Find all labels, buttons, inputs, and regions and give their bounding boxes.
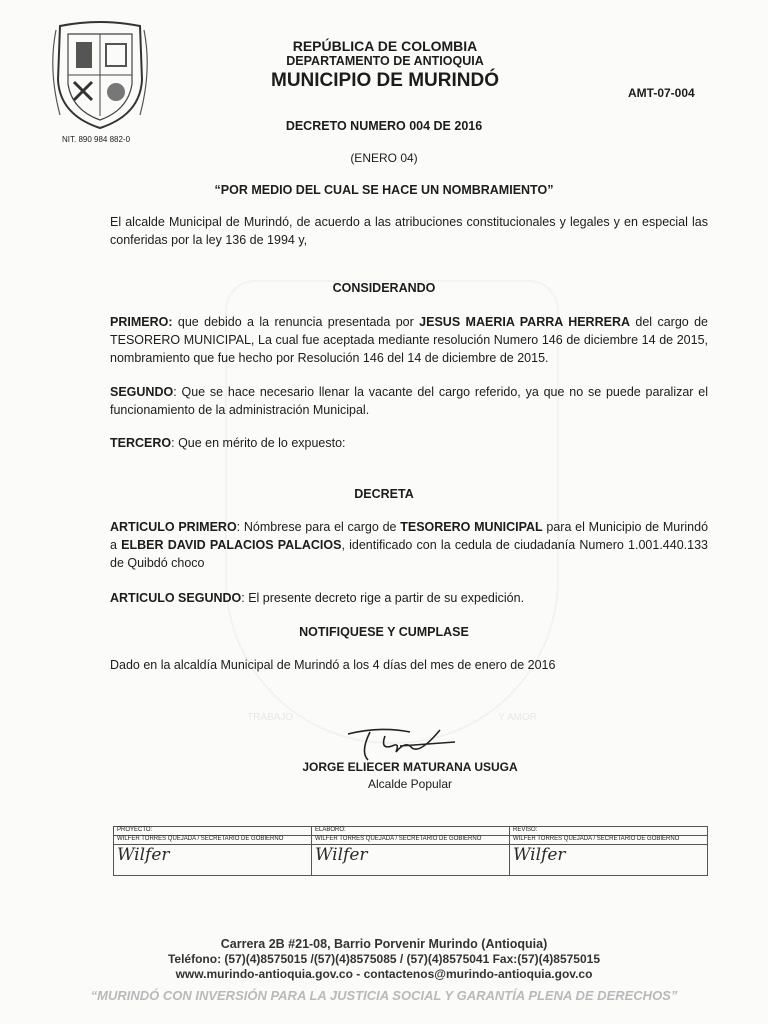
segundo-label: SEGUNDO	[110, 385, 174, 399]
footer-web: www.murindo-antioquia.gov.co - contactenos@murindo-antioquia.gov.co	[175, 967, 593, 981]
considerando-heading: CONSIDERANDO	[332, 281, 436, 295]
art2-text: : El presente decreto rige a partir de su expedición.	[241, 591, 525, 605]
notifiquese-heading: NOTIFIQUESE Y CUMPLASE	[299, 625, 469, 639]
primero-label: PRIMERO:	[110, 315, 173, 329]
approval-person-reviso: WILFER TORRES QUEJADA / SECRETARIO DE GOBIERNO	[510, 836, 708, 845]
considerando-primero	[110, 313, 708, 367]
tercero-label: TERCERO	[110, 436, 172, 450]
tercero-text: : Que en mérito de lo expuesto:	[171, 436, 346, 450]
approval-label-elaboro: ELABORO:	[312, 827, 510, 836]
approval-label-proyecto: PROYECTO:	[114, 827, 312, 836]
signer-name: JORGE ELIECER MATURANA USUGA	[302, 760, 518, 774]
approval-label-reviso: REVISO:	[510, 827, 708, 836]
decree-date: (ENERO 04)	[350, 151, 418, 165]
decree-title: “POR MEDIO DEL CUAL SE HACE UN NOMBRAMIENTO”	[214, 183, 554, 197]
municipal-crest-logo	[50, 20, 150, 132]
considerando-tercero	[110, 434, 708, 452]
handwritten-signature: Wilfer	[117, 845, 170, 865]
primero-text-b: del cargo de TESORERO MUNICIPAL, La cual fue aceptada mediante resolución Numero 146 de diciembre 14 de 2015, nombramiento que fue hecho por Resolución 146 del 14 de diciembre de 2015.	[110, 315, 709, 365]
approval-signature-reviso	[510, 845, 708, 876]
approval-signature-proyecto	[114, 845, 312, 876]
footer-address: Carrera 2B #21-08, Barrio Porvenir Murindo (Antioquia)	[220, 937, 548, 951]
watermark-right: Y AMOR	[498, 712, 537, 723]
primero-text-a: que debido a la renuncia presentada por	[172, 315, 420, 329]
approval-person-proyecto: WILFER TORRES QUEJADA / SECRETARIO DE GOBIERNO	[114, 836, 312, 845]
mayor-signature	[340, 722, 460, 764]
watermark-left: TRABAJO	[247, 712, 294, 723]
approval-person-elaboro: WILFER TORRES QUEJADA / SECRETARIO DE GOBIERNO	[312, 836, 510, 845]
document-code: AMT-07-004	[628, 86, 695, 100]
art1-label: ARTICULO PRIMERO	[110, 520, 237, 534]
decree-number: DECRETO NUMERO 004 DE 2016	[285, 119, 483, 133]
segundo-text: : Que se hace necesario llenar la vacante del cargo referido, ya que no se puede paralizar el funcionamiento de la administración Municipal.	[110, 385, 708, 417]
art1-text-b: para el Municipio de Murindó a	[110, 520, 709, 552]
art1-cargo: TESORERO MUNICIPAL	[400, 520, 543, 534]
articulo-segundo	[110, 589, 708, 607]
art1-text-a: : Nómbrese para el cargo de	[236, 520, 401, 534]
header-department: DEPARTAMENTO DE ANTIOQUIA	[286, 54, 484, 68]
art1-text-c: , identificado con la cedula de ciudadanía Numero 1.001.440.133 de Quibdó choco	[110, 538, 708, 570]
header-country: REPÚBLICA DE COLOMBIA	[292, 38, 478, 54]
considerando-segundo	[110, 383, 708, 419]
header-municipality: MUNICIPIO DE MURINDÓ	[271, 70, 499, 91]
handwritten-signature: Wilfer	[513, 845, 566, 865]
footer-slogan: “MURINDÓ CON INVERSIÓN PARA LA JUSTICIA SOCIAL Y GARANTÍA PLENA DE DERECHOS”	[90, 988, 678, 1003]
primero-name: JESUS MAERIA PARRA HERRERA	[419, 315, 631, 329]
approvals-table	[113, 826, 708, 876]
dado-paragraph: Dado en la alcaldía Municipal de Murindó a los 4 días del mes de enero de 2016	[110, 658, 556, 672]
nit-number: NIT. 890 984 882-0	[62, 135, 131, 144]
footer-phones: Teléfono: (57)(4)8575015 /(57)(4)8575085 / (57)(4)8575041 Fax:(57)(4)8575015	[167, 952, 600, 966]
handwritten-signature: Wilfer	[315, 845, 368, 865]
art1-name: ELBER DAVID PALACIOS PALACIOS	[121, 538, 342, 552]
articulo-primero	[110, 518, 708, 572]
decreta-heading: DECRETA	[354, 487, 414, 501]
art2-label: ARTICULO SEGUNDO	[110, 591, 242, 605]
approval-signature-elaboro	[312, 845, 510, 876]
signer-title: Alcalde Popular	[367, 777, 453, 791]
intro-paragraph: El alcalde Municipal de Murindó, de acuerdo a las atribuciones constitucionales y legales y en especial las conferidas por la ley 136 de 1994 y,	[110, 215, 708, 247]
